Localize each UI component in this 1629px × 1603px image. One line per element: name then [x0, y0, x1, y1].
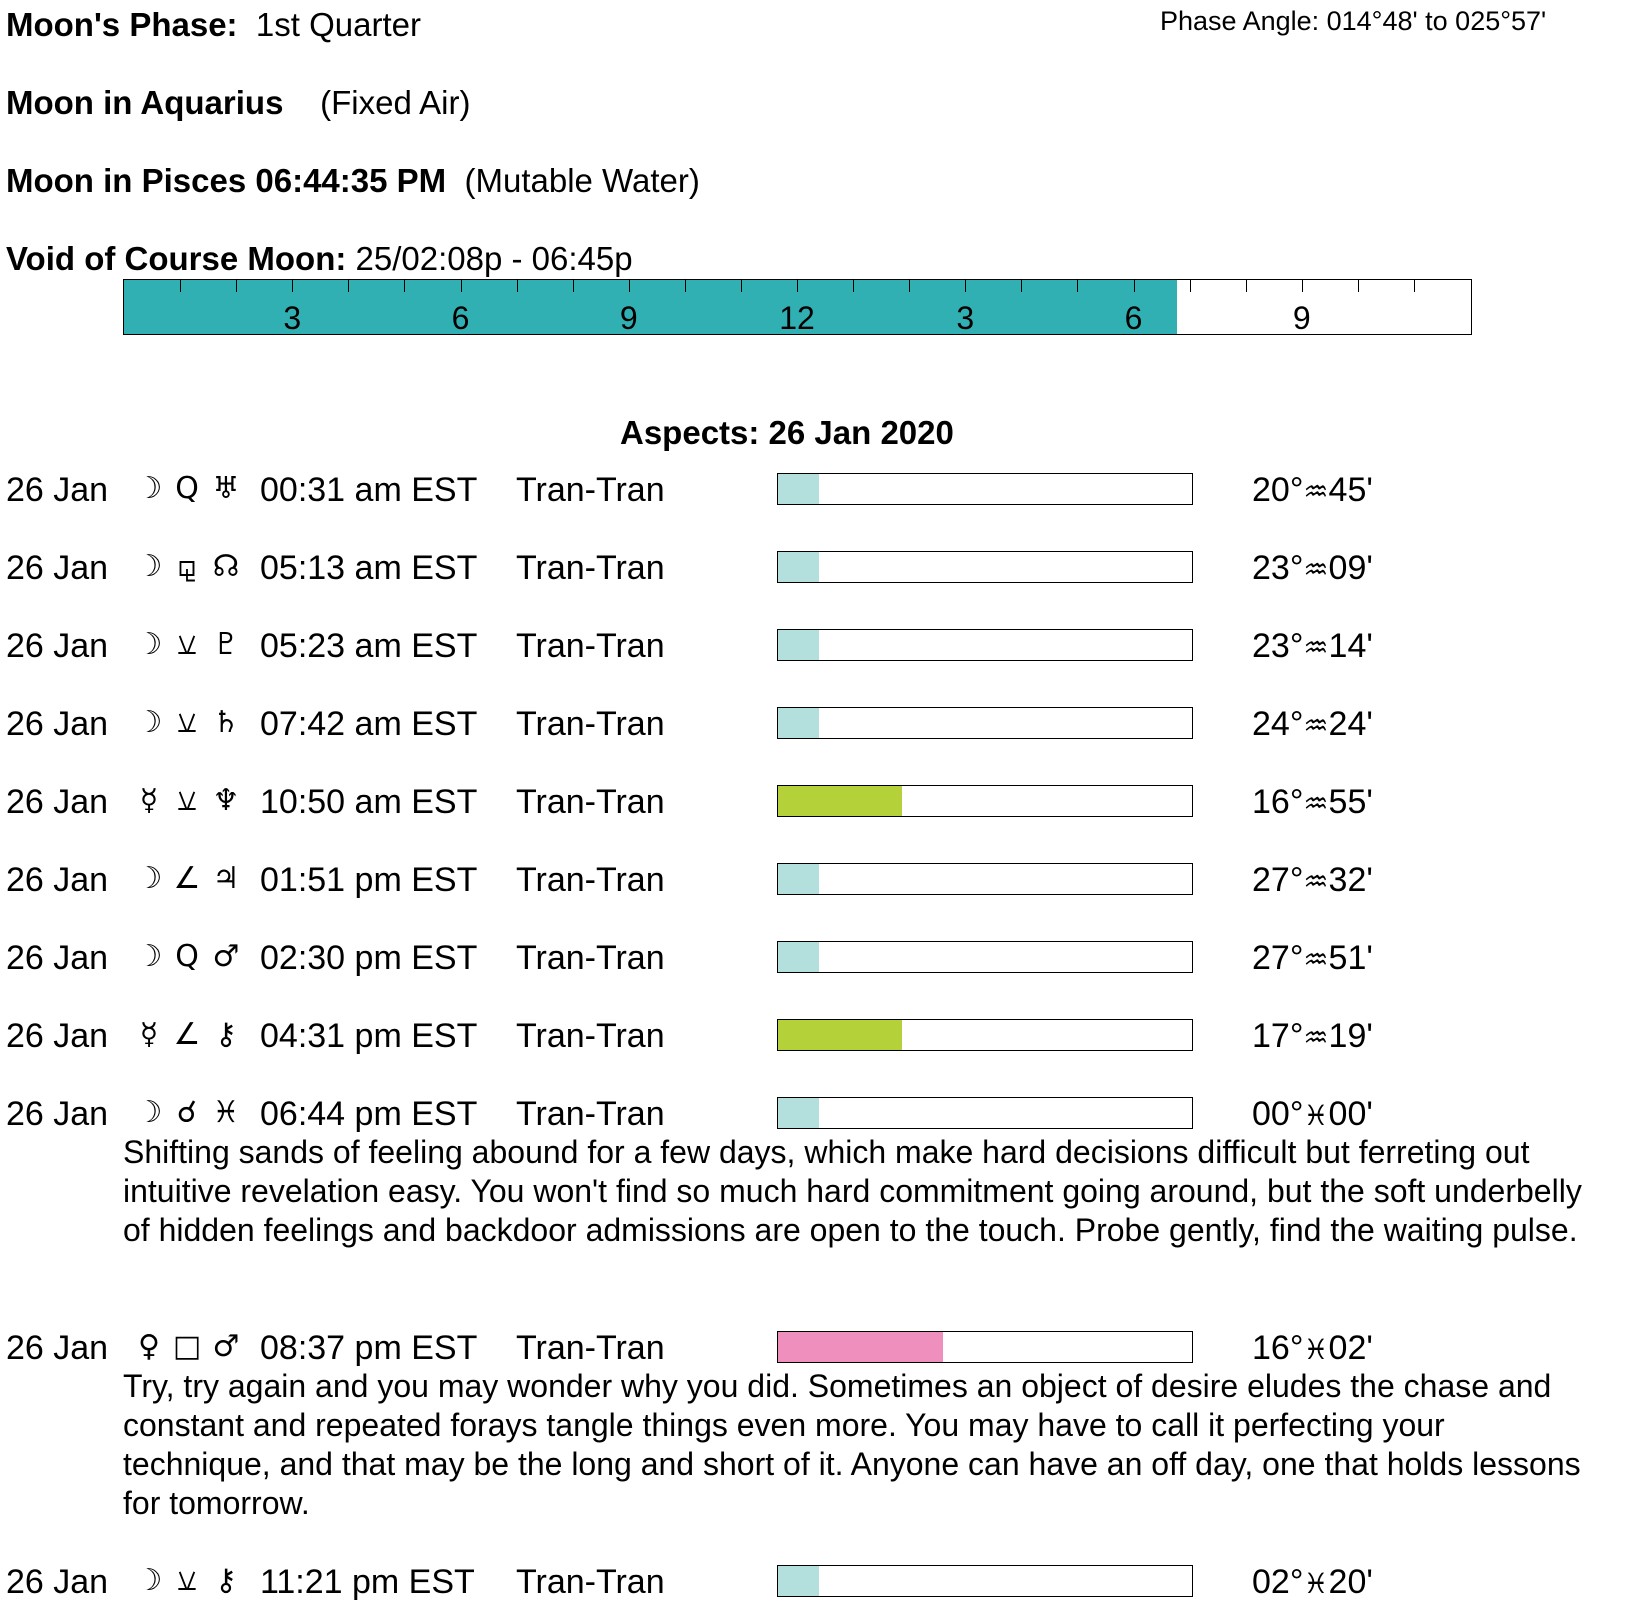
aspect-row	[0, 1563, 1629, 1603]
planet-2-icon: ⚷	[215, 1017, 237, 1052]
planet-1-icon: ☿	[139, 1017, 159, 1052]
aspect-icon: ⚺	[177, 1563, 197, 1598]
aspect-date: 26 Jan	[6, 705, 109, 743]
phase-angle: Phase Angle: 014°48' to 025°57'	[1160, 6, 1547, 36]
timeline-tick	[1358, 280, 1359, 292]
aspect-type: Tran-Tran	[516, 471, 665, 509]
timeline-tick	[965, 280, 966, 292]
planet-1-icon: ☽	[135, 471, 163, 506]
void-of-course	[6, 240, 633, 278]
aspect-date: 26 Jan	[6, 1017, 109, 1055]
timeline-tick	[1021, 280, 1022, 292]
planet-1-icon: ☽	[135, 1095, 163, 1130]
aspect-icon: □	[172, 1329, 202, 1364]
aspect-type: Tran-Tran	[516, 1095, 665, 1133]
aspect-type: Tran-Tran	[516, 1563, 665, 1601]
position-minutes: 14'	[1328, 627, 1373, 665]
aspect-icon: ⚺	[177, 783, 197, 818]
position-degrees: 27°	[1252, 939, 1304, 977]
timeline-tick	[1414, 280, 1415, 292]
position-degrees: 23°	[1252, 627, 1304, 665]
aspect-date: 26 Jan	[6, 939, 109, 977]
aspect-row	[0, 1017, 1629, 1057]
aspect-date: 26 Jan	[6, 783, 109, 821]
position-minutes: 55'	[1328, 783, 1373, 821]
zodiac-sign-icon: ♒	[1303, 631, 1329, 664]
aspect-strength-fill	[778, 942, 819, 972]
timeline-hour-label: 9	[619, 300, 638, 335]
zodiac-sign-icon: ♒	[1303, 553, 1329, 586]
zodiac-sign-icon: ♒	[1303, 475, 1329, 508]
timeline-tick	[461, 280, 462, 292]
zodiac-sign-icon: ♒	[1303, 709, 1329, 742]
aspect-icon: Q	[175, 471, 199, 506]
timeline-tick	[797, 280, 798, 292]
timeline-tick	[236, 280, 237, 292]
void-of-course-value: 25/02:08p - 06:45p	[355, 240, 633, 277]
aspect-description: Shifting sands of feeling abound for a few days, which make hard decisions difficult but ferreting out intuitive revelation easy. You won't find so much hard commitment going around, but the soft underbelly of hidden feelings and backdoor admissions are open to the touch. Probe gently, find the waiting pulse.	[123, 1134, 1582, 1248]
timeline-hour-label: 3	[956, 300, 975, 335]
aspect-time: 11:21 pm EST	[260, 1563, 475, 1601]
aspect-type: Tran-Tran	[516, 861, 665, 899]
planet-2-icon: ♂	[212, 1329, 240, 1364]
position-minutes: 24'	[1328, 705, 1373, 743]
planet-1-icon: ☽	[135, 1563, 163, 1598]
planet-1-icon: ☽	[135, 861, 163, 896]
moon-sign-next	[6, 162, 700, 200]
position-minutes: 45'	[1328, 471, 1373, 509]
planet-2-icon: ♓	[212, 1095, 240, 1130]
aspect-position	[1252, 1017, 1373, 1056]
position-minutes: 32'	[1328, 861, 1373, 899]
aspect-icon: Q	[175, 939, 199, 974]
aspect-date: 26 Jan	[6, 627, 109, 665]
timeline-tick	[404, 280, 405, 292]
position-minutes: 51'	[1328, 939, 1373, 977]
position-minutes: 02'	[1328, 1329, 1373, 1367]
aspect-position	[1252, 627, 1373, 666]
zodiac-sign-icon: ♓	[1303, 1567, 1329, 1600]
timeline-tick	[1134, 280, 1135, 292]
timeline-tick	[573, 280, 574, 292]
timeline-hour-label: 6	[451, 300, 470, 335]
aspect-strength-fill	[778, 786, 902, 816]
aspect-icon: ⚺	[177, 705, 197, 740]
aspect-strength-bar	[777, 863, 1193, 895]
position-degrees: 00°	[1252, 1095, 1304, 1133]
aspect-row	[0, 471, 1629, 511]
timeline-tick	[1190, 280, 1191, 292]
moon-sign-next-quality: (Mutable Water)	[464, 162, 700, 199]
aspect-row	[0, 549, 1629, 589]
aspects-title: Aspects: 26 Jan 2020	[620, 414, 954, 451]
aspect-strength-fill	[778, 1098, 819, 1128]
aspect-row	[0, 705, 1629, 745]
aspect-date: 26 Jan	[6, 1095, 109, 1133]
aspect-time: 05:23 am EST	[260, 627, 478, 665]
aspect-icon: ⚼	[176, 549, 198, 584]
aspect-position	[1252, 705, 1373, 744]
planet-1-icon: ☽	[135, 549, 163, 584]
position-degrees: 27°	[1252, 861, 1304, 899]
void-period-fill	[124, 280, 1177, 334]
position-degrees: 16°	[1252, 1329, 1304, 1367]
planet-2-icon: ♇	[212, 627, 240, 662]
aspect-time: 08:37 pm EST	[260, 1329, 478, 1367]
timeline-tick	[517, 280, 518, 292]
aspect-strength-bar	[777, 1019, 1193, 1051]
aspect-position	[1252, 1563, 1373, 1602]
timeline-tick	[853, 280, 854, 292]
planet-1-icon: ☽	[135, 705, 163, 740]
zodiac-sign-icon: ♓	[1303, 1099, 1329, 1132]
planet-2-icon: ⚷	[215, 1563, 237, 1598]
aspect-icon: ∠	[173, 1017, 201, 1052]
moon-sign-current-label: Moon in Aquarius	[6, 84, 284, 121]
aspect-strength-bar	[777, 1331, 1193, 1363]
planet-2-icon: ☊	[212, 549, 240, 584]
aspect-type: Tran-Tran	[516, 783, 665, 821]
moon-sign-next-label: Moon in Pisces 06:44:35 PM	[6, 162, 447, 199]
timeline-tick	[909, 280, 910, 292]
timeline-hour-label: 12	[779, 300, 815, 335]
aspect-strength-bar	[777, 785, 1193, 817]
zodiac-sign-icon: ♒	[1303, 943, 1329, 976]
aspect-time: 05:13 am EST	[260, 549, 478, 587]
zodiac-sign-icon: ♒	[1303, 1021, 1329, 1054]
zodiac-sign-icon: ♒	[1303, 865, 1329, 898]
position-minutes: 00'	[1328, 1095, 1373, 1133]
moon-phase-label: Moon's Phase:	[6, 6, 238, 43]
aspect-type: Tran-Tran	[516, 1329, 665, 1367]
aspect-date: 26 Jan	[6, 1563, 109, 1601]
aspect-time: 04:31 pm EST	[260, 1017, 478, 1055]
timeline-tick	[1302, 280, 1303, 292]
planet-2-icon: ♆	[212, 783, 240, 818]
position-degrees: 23°	[1252, 549, 1304, 587]
aspect-type: Tran-Tran	[516, 705, 665, 743]
aspect-date: 26 Jan	[6, 1329, 109, 1367]
aspect-strength-fill	[778, 630, 819, 660]
aspect-date: 26 Jan	[6, 861, 109, 899]
aspect-strength-fill	[778, 1020, 902, 1050]
aspect-icon: ☌	[176, 1095, 198, 1130]
aspect-time: 01:51 pm EST	[260, 861, 478, 899]
void-of-course-timeline	[123, 279, 1472, 335]
timeline-tick	[1246, 280, 1247, 292]
aspect-date: 26 Jan	[6, 549, 109, 587]
aspect-row	[0, 783, 1629, 823]
position-degrees: 16°	[1252, 783, 1304, 821]
aspect-row	[0, 1329, 1629, 1369]
aspect-strength-bar	[777, 473, 1193, 505]
aspect-time: 06:44 pm EST	[260, 1095, 478, 1133]
aspect-row	[0, 627, 1629, 667]
moon-phase-value: 1st Quarter	[255, 6, 421, 43]
aspect-icon: ∠	[173, 861, 201, 896]
aspect-strength-fill	[778, 864, 819, 894]
aspect-position	[1252, 783, 1373, 822]
timeline-tick	[629, 280, 630, 292]
aspect-position	[1252, 1329, 1373, 1368]
aspect-description: Try, try again and you may wonder why you did. Sometimes an object of desire eludes the chase and constant and repeated forays tangle things even more. You may have to call it perfecting your technique, and that may be the long and short of it. Anyone can have an off day, one that holds lessons for tomorrow.	[123, 1368, 1581, 1521]
planet-1-icon: ☿	[139, 783, 159, 818]
aspect-strength-bar	[777, 629, 1193, 661]
aspect-time: 02:30 pm EST	[260, 939, 478, 977]
aspect-row	[0, 939, 1629, 979]
position-degrees: 20°	[1252, 471, 1304, 509]
aspect-strength-fill	[778, 708, 819, 738]
aspect-strength-bar	[777, 551, 1193, 583]
aspect-icon: ⚺	[177, 627, 197, 662]
aspect-strength-bar	[777, 1097, 1193, 1129]
aspect-strength-fill	[778, 1566, 819, 1596]
timeline-hour-label: 9	[1292, 300, 1311, 335]
zodiac-sign-icon: ♒	[1303, 787, 1329, 820]
planet-2-icon: ♃	[212, 861, 240, 896]
position-degrees: 17°	[1252, 1017, 1304, 1055]
position-minutes: 09'	[1328, 549, 1373, 587]
aspect-date: 26 Jan	[6, 471, 109, 509]
position-degrees: 02°	[1252, 1563, 1304, 1601]
planet-2-icon: ♅	[212, 471, 240, 506]
aspect-type: Tran-Tran	[516, 1017, 665, 1055]
aspect-strength-fill	[778, 552, 819, 582]
aspect-time: 07:42 am EST	[260, 705, 478, 743]
void-of-course-label: Void of Course Moon:	[6, 240, 347, 277]
aspect-strength-bar	[777, 941, 1193, 973]
aspect-strength-fill	[778, 1332, 943, 1362]
aspect-time: 10:50 am EST	[260, 783, 478, 821]
zodiac-sign-icon: ♓	[1303, 1333, 1329, 1366]
position-degrees: 24°	[1252, 705, 1304, 743]
planet-2-icon: ♂	[212, 939, 240, 974]
aspect-position	[1252, 471, 1373, 510]
timeline-tick	[685, 280, 686, 292]
planet-2-icon: ♄	[212, 705, 240, 740]
aspect-strength-bar	[777, 1565, 1193, 1597]
aspect-position	[1252, 549, 1373, 588]
aspect-type: Tran-Tran	[516, 939, 665, 977]
timeline-tick	[1077, 280, 1078, 292]
aspect-strength-fill	[778, 474, 819, 504]
timeline-tick	[348, 280, 349, 292]
aspect-type: Tran-Tran	[516, 627, 665, 665]
moon-phase	[6, 6, 421, 44]
aspect-type: Tran-Tran	[516, 549, 665, 587]
timeline-tick	[292, 280, 293, 292]
aspect-position	[1252, 939, 1373, 978]
position-minutes: 20'	[1328, 1563, 1373, 1601]
planet-1-icon: ☽	[135, 939, 163, 974]
aspect-row	[0, 861, 1629, 901]
timeline-hour-label: 3	[283, 300, 302, 335]
timeline-tick	[741, 280, 742, 292]
moon-sign-current-quality: (Fixed Air)	[320, 84, 471, 121]
aspect-strength-bar	[777, 707, 1193, 739]
aspect-time: 00:31 am EST	[260, 471, 478, 509]
aspect-position	[1252, 861, 1373, 900]
position-minutes: 19'	[1328, 1017, 1373, 1055]
aspect-row	[0, 1095, 1629, 1135]
timeline-tick	[180, 280, 181, 292]
moon-sign-current	[6, 84, 470, 122]
planet-1-icon: ☽	[135, 627, 163, 662]
planet-1-icon: ♀	[138, 1329, 160, 1364]
timeline-hour-label: 6	[1124, 300, 1143, 335]
aspect-position	[1252, 1095, 1373, 1134]
